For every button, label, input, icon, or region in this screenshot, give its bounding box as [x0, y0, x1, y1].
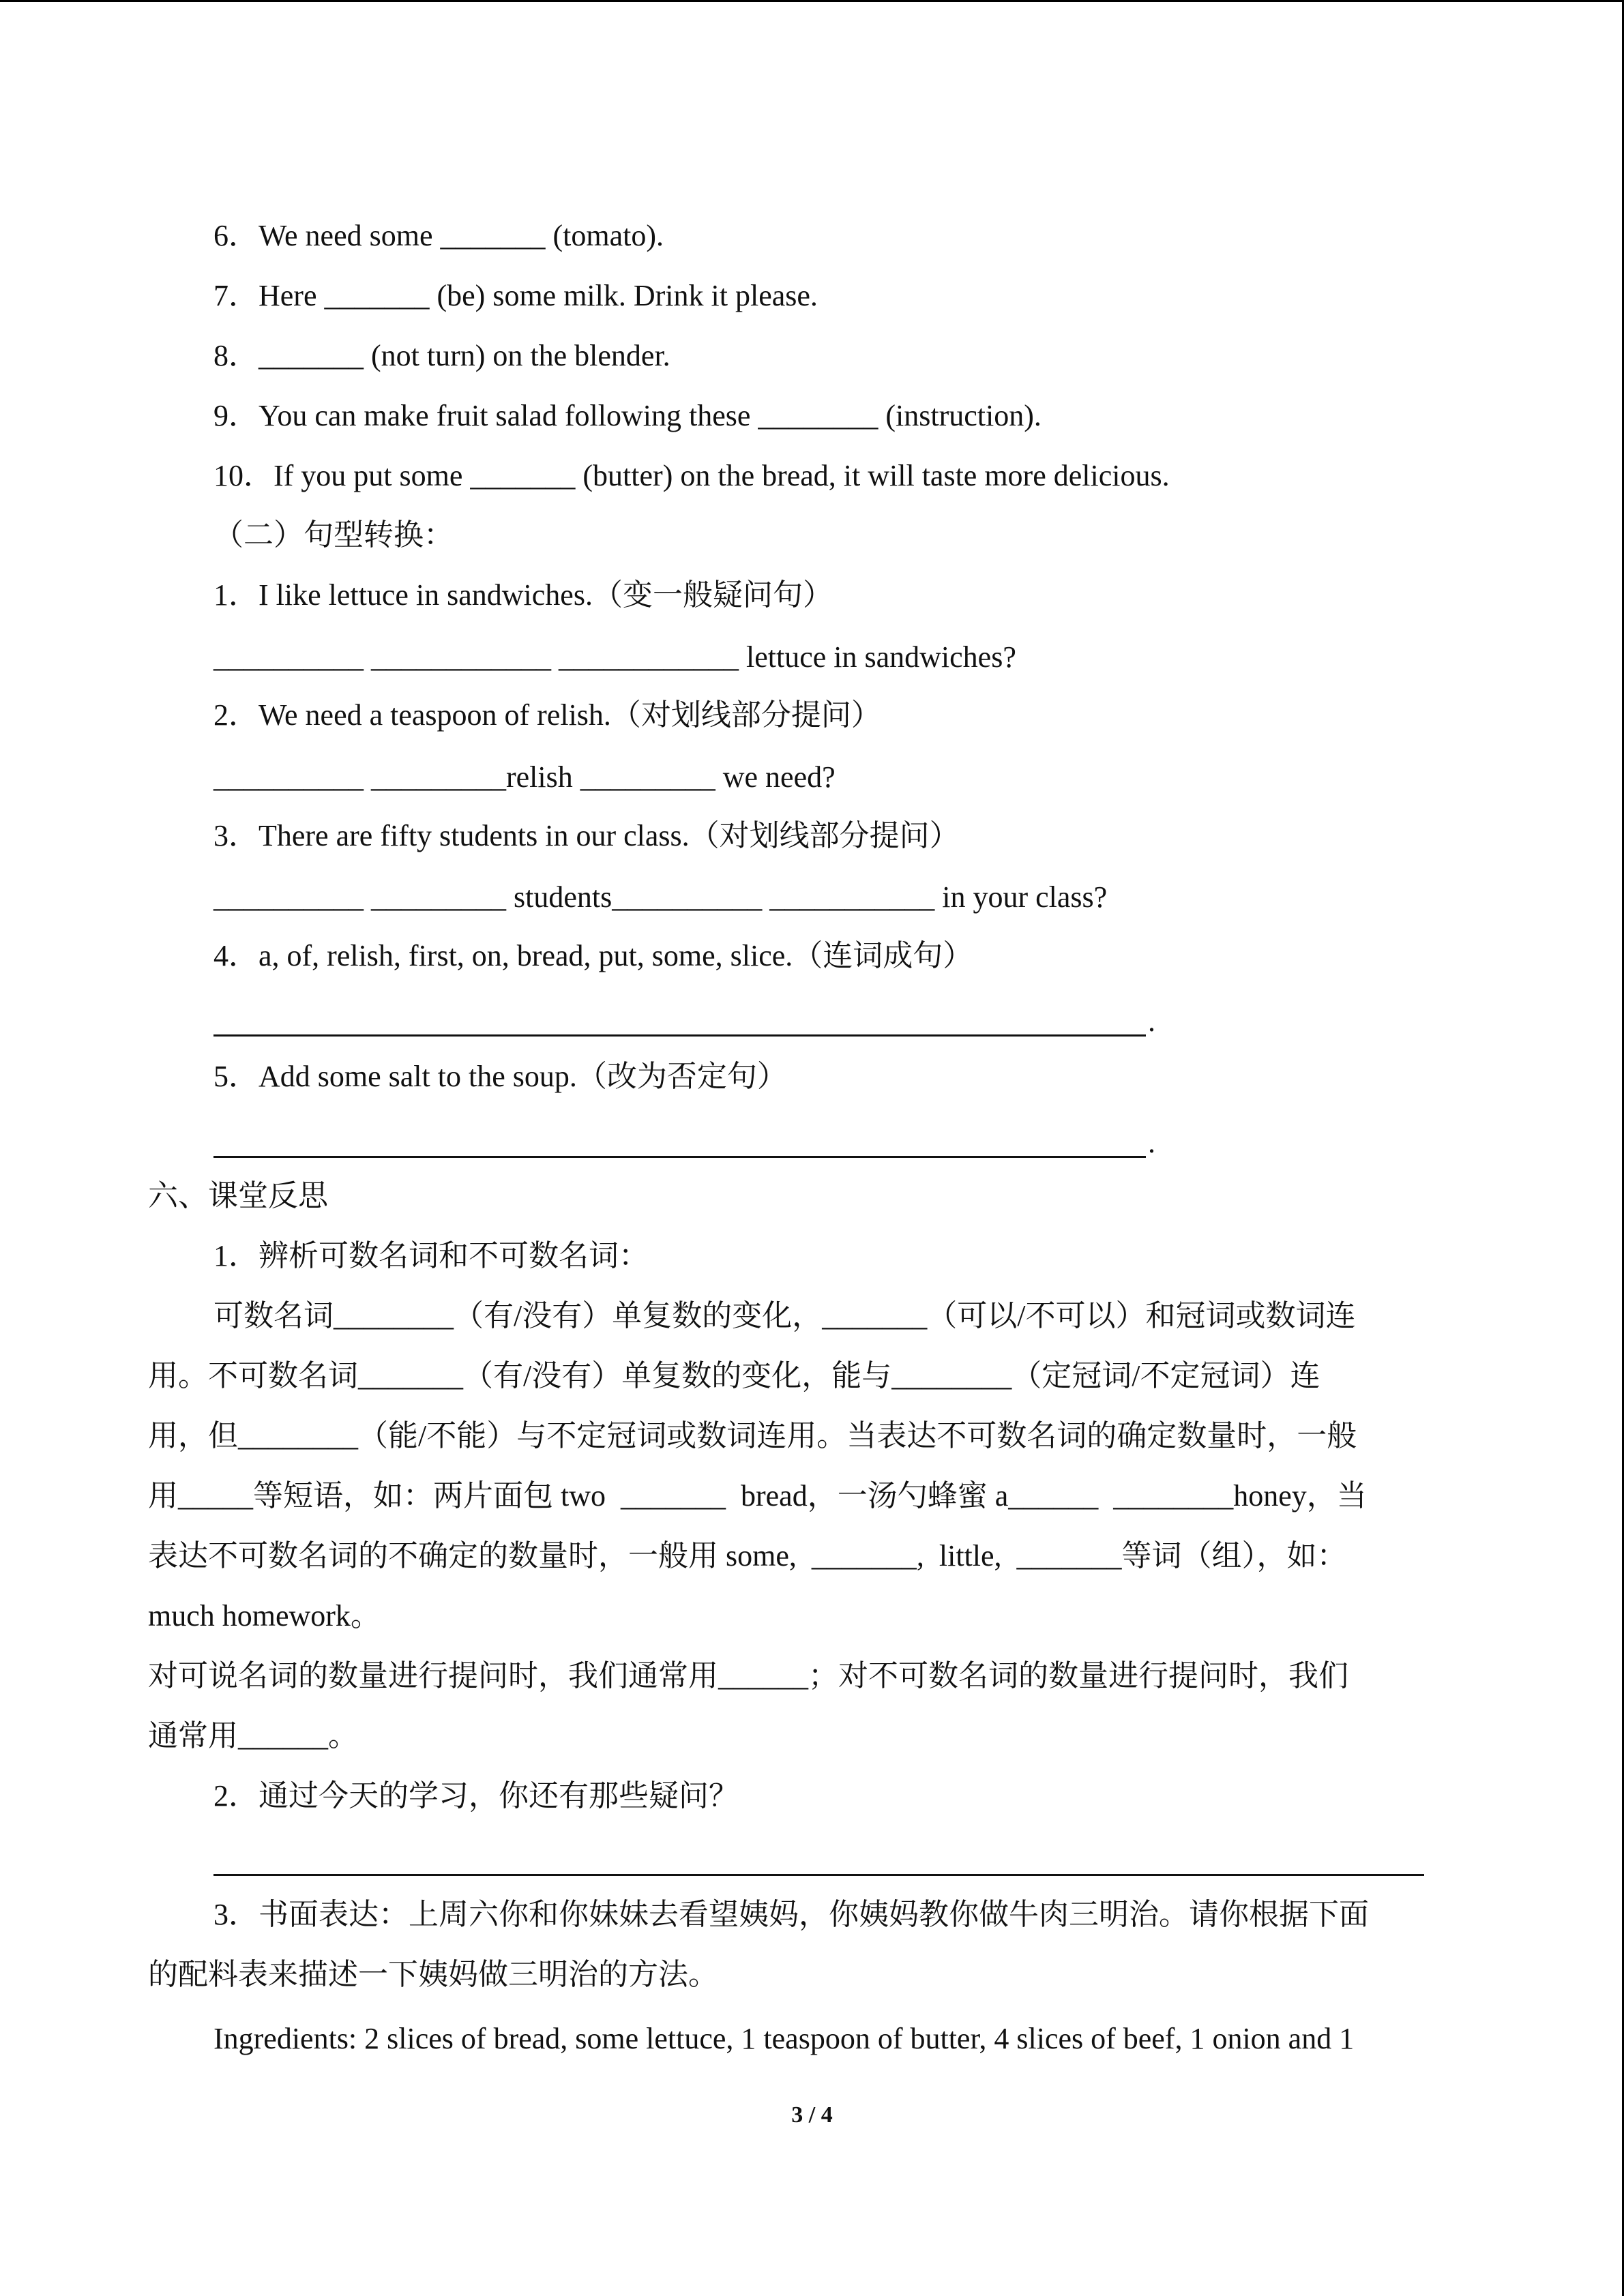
- answer-line-4: [213, 1034, 1146, 1037]
- reflection-item-1-title: 1．辨析可数名词和不可数名词：: [213, 1239, 649, 1272]
- question-9: 9．You can make fruit salad following these ________ (instruction).: [213, 399, 1042, 432]
- question-10: 10．If you put some _______ (butter) on the bread, it will taste more delicious.: [213, 459, 1170, 492]
- transform-question-1: 1．I like lettuce in sandwiches.（变一般疑问句）: [213, 578, 833, 612]
- reflection-item-1-line-2: 用。不可数名词_______（有/没有）单复数的变化，能与________（定冠词/不定冠词）连: [148, 1359, 1320, 1392]
- reflection-item-1-line-6: much homework。: [148, 1599, 381, 1632]
- reflection-item-1-line-4: 用_____等短语，如：两片面包 two _______ bread，一汤勺蜂蜜 a______ ________honey，当: [148, 1479, 1367, 1512]
- section-heading-reflection: 六、课堂反思: [148, 1179, 328, 1212]
- page-number: 3 / 4: [791, 2102, 833, 2128]
- reflection-item-1-line-3: 用，但________（能/不能）与不定冠词或数词连用。当表达不可数名词的确定数量时，一般: [148, 1419, 1357, 1452]
- answer-line-doubts: [213, 1874, 1424, 1876]
- reflection-item-3-line-3: Ingredients: 2 slices of bread, some lettuce, 1 teaspoon of butter, 4 slices of beef, 1 onion and 1: [213, 2022, 1355, 2055]
- reflection-item-2-title: 2．通过今天的学习，你还有那些疑问？: [213, 1779, 739, 1813]
- transform-question-3: 3．There are fifty students in our class.（对划线部分提问）: [213, 819, 960, 852]
- answer-line-5: [213, 1156, 1146, 1158]
- answer-line-5-period: .: [1148, 1126, 1155, 1159]
- transform-question-4: 4．a, of, relish, first, on, bread, put, some, slice.（连词成句）: [213, 939, 973, 972]
- reflection-item-1-line-7: 对可说名词的数量进行提问时，我们通常用______；对不可数名词的数量进行提问时，我们: [148, 1659, 1348, 1693]
- transform-answer-2: __________ _________relish _________ we need?: [213, 760, 836, 794]
- reflection-item-1-line-8: 通常用______。: [148, 1719, 358, 1753]
- question-7: 7．Here _______ (be) some milk. Drink it please.: [213, 279, 818, 312]
- reflection-item-1-line-1: 可数名词________（有/没有）单复数的变化，_______（可以/不可以）和冠词或数词连: [213, 1299, 1356, 1332]
- answer-line-4-period: .: [1148, 1004, 1155, 1038]
- transform-answer-1: __________ ____________ ____________ lettuce in sandwiches?: [213, 640, 1016, 674]
- section-heading-transform: （二）句型转换：: [213, 518, 454, 552]
- question-6: 6．We need some _______ (tomato).: [213, 219, 664, 252]
- question-8: 8．_______ (not turn) on the blender.: [213, 339, 670, 372]
- transform-question-2: 2．We need a teaspoon of relish.（对划线部分提问）: [213, 698, 881, 732]
- page-border-top: [0, 0, 1624, 2]
- transform-answer-3: __________ _________ students__________ ___________ in your class?: [213, 880, 1108, 914]
- reflection-item-3-line-2: 的配料表来描述一下姨妈做三明治的方法。: [148, 1958, 718, 1991]
- reflection-item-1-line-5: 表达不可数名词的不确定的数量时，一般用 some, _______, little, _______等词（组），如：: [148, 1539, 1347, 1572]
- reflection-item-3-line-1: 3．书面表达：上周六你和你妹妹去看望姨妈，你姨妈教你做牛肉三明治。请你根据下面: [213, 1898, 1369, 1931]
- transform-question-5: 5．Add some salt to the soup.（改为否定句）: [213, 1060, 787, 1093]
